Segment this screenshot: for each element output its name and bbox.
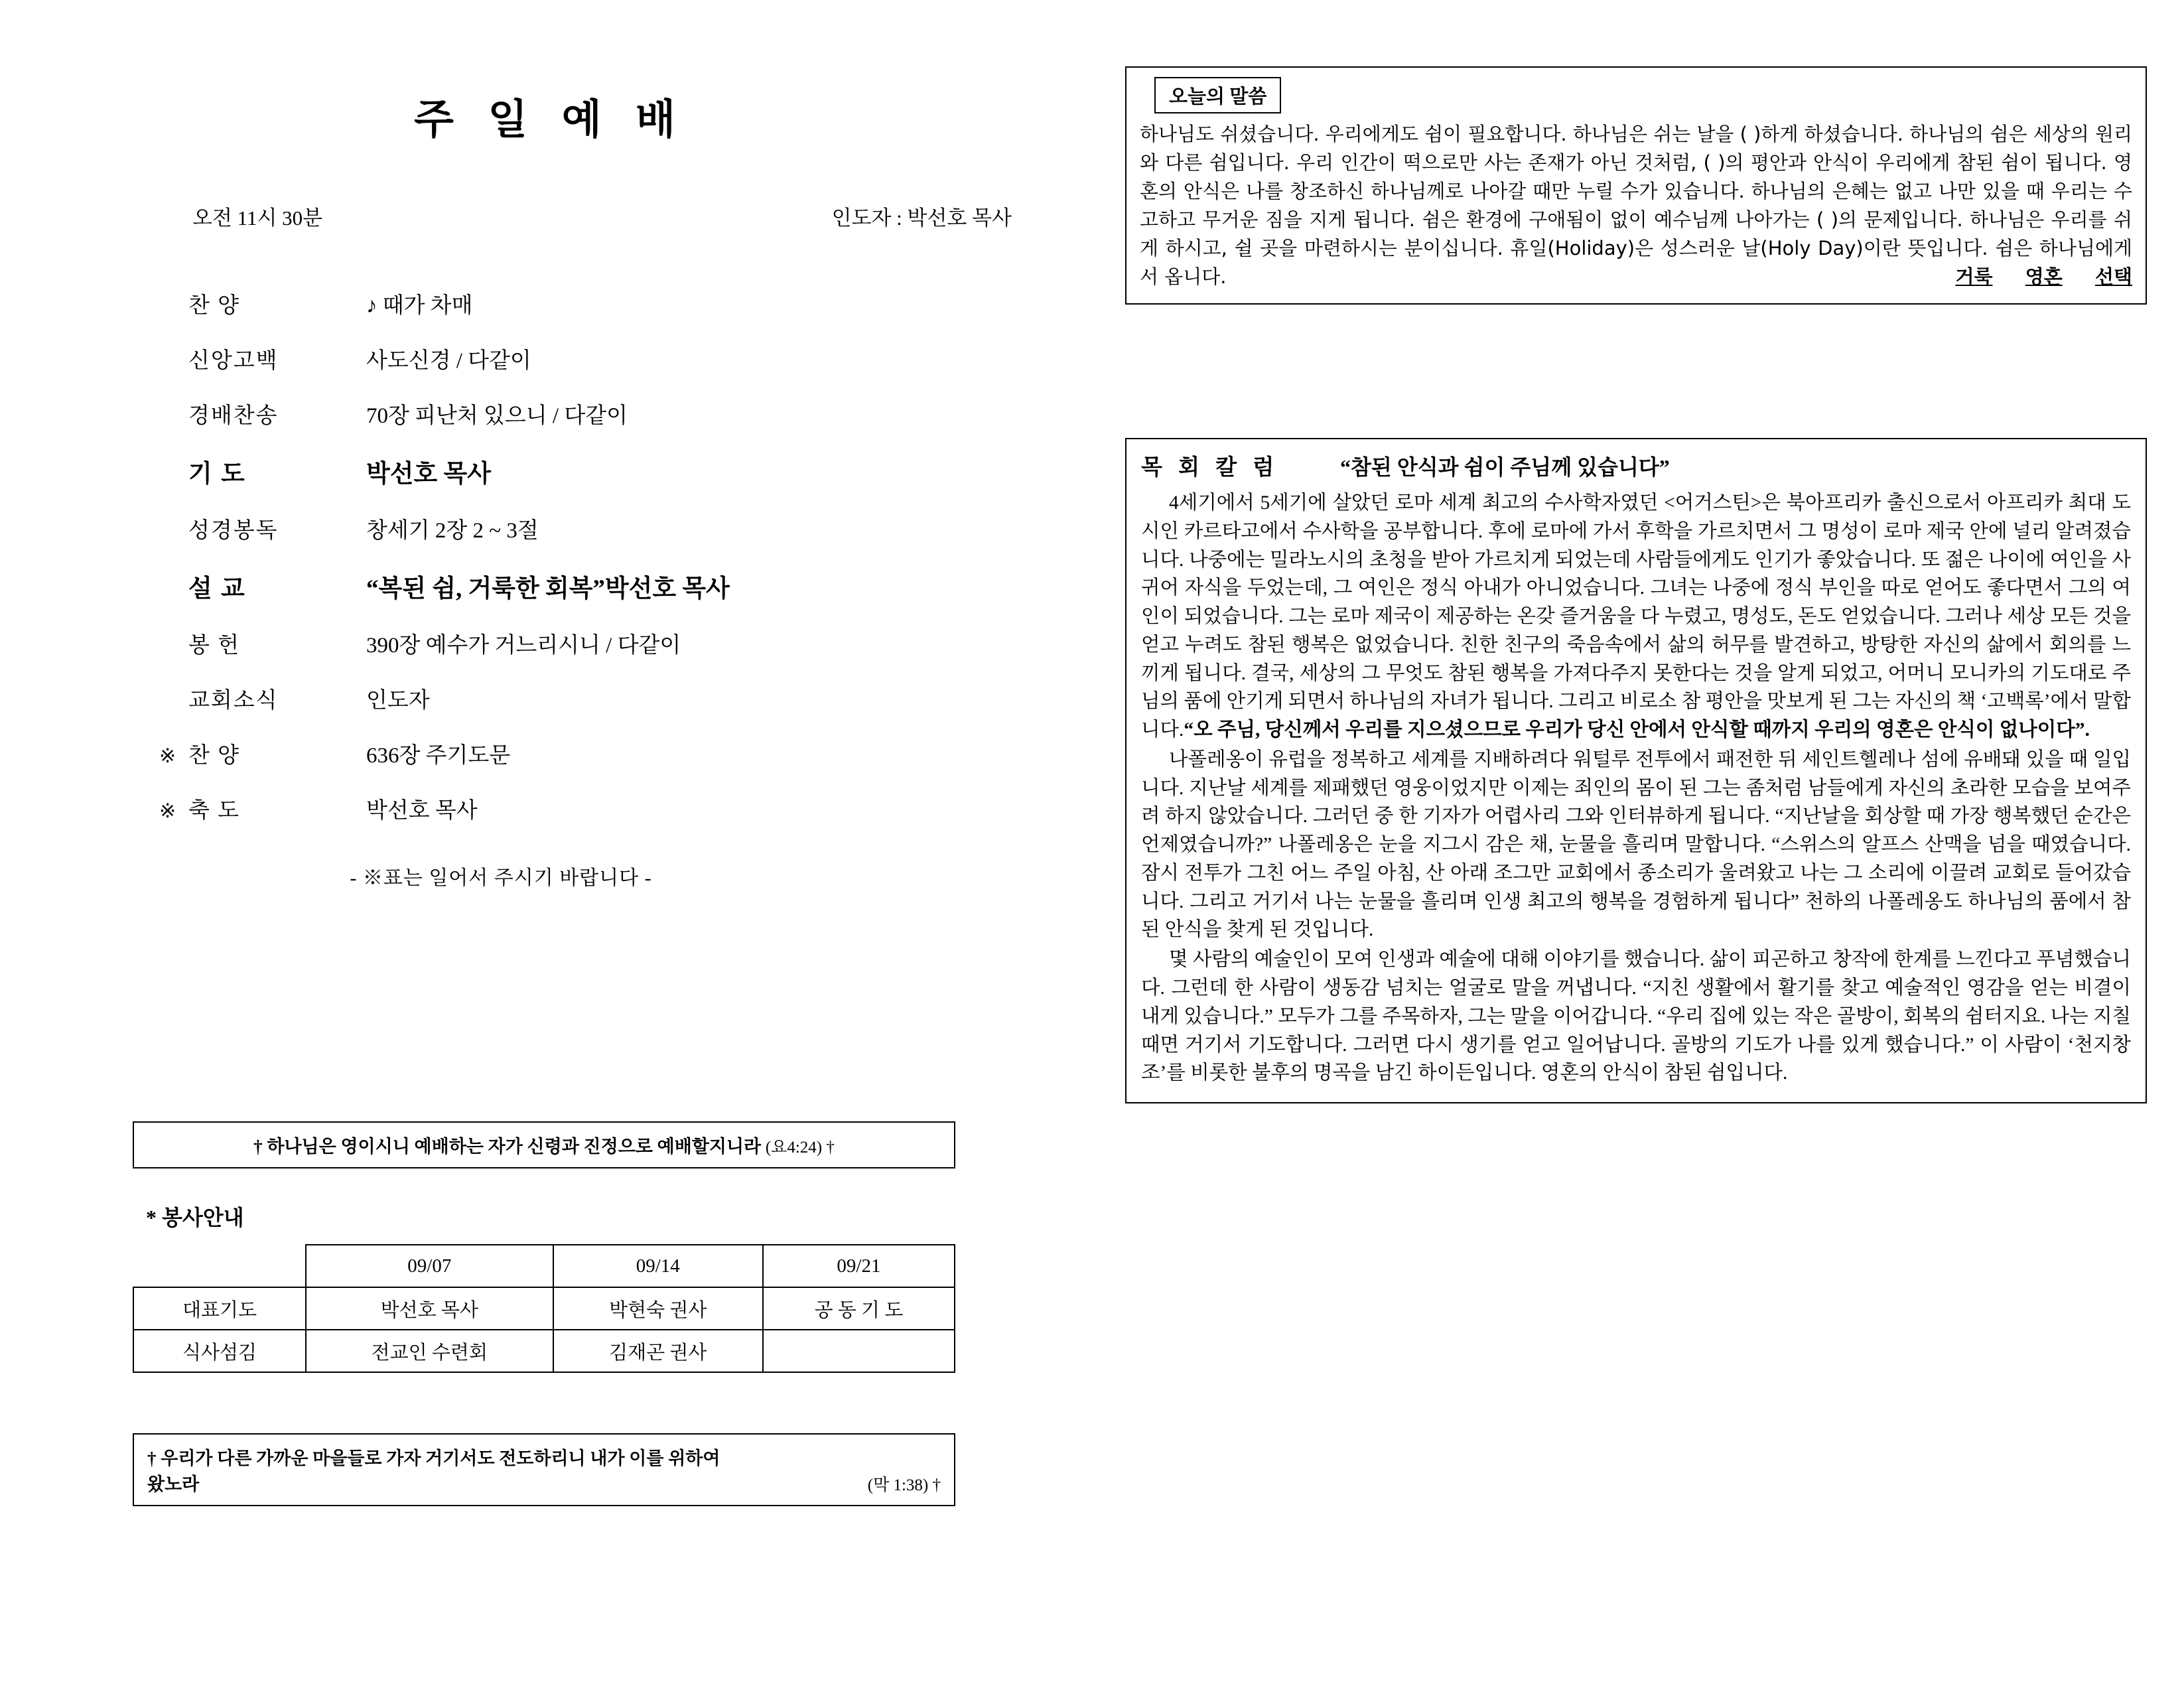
- order-label: 교회소식: [188, 689, 279, 713]
- order-of-worship: [0, 288, 1101, 824]
- order-value: ♪ 때가 차매: [366, 294, 473, 318]
- volunteer-section-title: * 봉사안내: [146, 1206, 244, 1230]
- order-value: 창세기 2장 2 ~ 3절: [366, 519, 539, 543]
- column-paragraph: 나폴레옹이 유럽을 정복하고 세계를 지배하려다 워털루 전투에서 패전한 뒤 세인트헬레나 섬에 유배돼 있을 때 일입니다. 지난날 세계를 제패했던 영웅이었지만 이제는 죄인의 몸이 된 그는 좀처럼 남들에게 자신의 초라한 모습을 보여주려 하지 않았습니다. 그러던 중 한 기자가 어렵사리 그와 인터뷰하게 됩니다. “지난날을 회상할 때 가장 행복했던 순간은 언제였습니까?” 나폴레옹은 눈을 지그시 감은 채, 눈물을 흘리며 말합니다. “스위스의 알프스 산맥을 넘을 때였습니다. 잠시 전투가 그친 어느 주일 아침, 산 아래 조그만 교회에서 종소리가 울려왔고 나는 그 소리에 이끌려 교회로 들어갔습니다. 그리고 거기서 나는 눈물을 흘리며 인생 최고의 행복을 경험하게 됩니다” 천하의 나폴레옹도 하나님의 품에서 참된 안식을 찾게 된 것입니다.: [1141, 748, 2132, 941]
- right-column: [1101, 0, 2184, 1692]
- order-label: 찬 양: [188, 294, 241, 318]
- table-cell: 박선호 목사: [306, 1287, 553, 1330]
- pastoral-column-header: [1141, 450, 2131, 481]
- table-header-cell: 09/07: [306, 1245, 553, 1287]
- scripture-line-1: † 우리가 다른 가까운 마을들로 가자 거기서도 전도하리니 내가 이를 위하여: [147, 1448, 720, 1468]
- order-value: 636장 주기도문: [366, 744, 511, 768]
- pastoral-column-box: [1125, 438, 2147, 1103]
- order-label: 축 도: [188, 799, 241, 823]
- scripture-reference: (요4:24) †: [765, 1139, 835, 1157]
- order-row: [188, 453, 1101, 489]
- order-value: 인도자: [366, 689, 430, 713]
- todays-word-box: [1125, 66, 2147, 305]
- pastoral-column-subtitle: “참된 안식과 쉼이 주님께 있습니다”: [1340, 455, 1670, 479]
- todays-word-tag: 오늘의 말씀: [1154, 77, 1281, 113]
- keyword-3: 선택: [2094, 266, 2132, 288]
- table-row: [133, 1330, 955, 1372]
- todays-word-body: [1140, 120, 2132, 291]
- table-header-cell: 09/14: [553, 1245, 763, 1287]
- standing-note: - ※표는 일어서 주시기 바랍니다 -: [350, 867, 652, 889]
- order-row: [159, 793, 1101, 824]
- scripture-text: † 하나님은 영이시니 예배하는 자가 신령과 진정으로 예배할지니라: [253, 1137, 762, 1157]
- keyword-2: 영혼: [2025, 266, 2063, 288]
- order-label: 설 교: [188, 575, 246, 602]
- service-time: 오전 11시 30분: [192, 206, 323, 230]
- order-label: 신앙고백: [188, 349, 279, 373]
- table-cell: 김재곤 권사: [553, 1330, 763, 1372]
- table-corner-cell: [133, 1245, 306, 1287]
- scripture-line-2: 왔노라: [147, 1474, 200, 1494]
- column-paragraph: 몇 사람의 예술인이 모여 인생과 예술에 대해 이야기를 했습니다. 삶이 피곤하고 창작에 한계를 느낀다고 푸념했습니다. 그런데 한 사람이 생동감 넘치는 얼굴로 말을 꺼냅니다. “지친 생활에서 활기를 찾고 예술적인 영감을 얻는 비결이 내게 있습니다.” 모두가 그를 주목하자, 그는 말을 이어갑니다. “우리 집에 있는 작은 골방이, 회복의 쉼터지요. 나는 지칠 때면 거기서 기도합니다. 그러면 다시 생기를 얻고 일어납니다. 골방의 기도가 나를 있게 했습니다.” 이 사람이 ‘천지창조’를 비롯한 불후의 명곡을 남긴 하이든입니다. 영혼의 안식이 참된 쉼입니다.: [1141, 949, 2131, 1084]
- order-value: 사도신경 / 다같이: [366, 349, 531, 373]
- scripture-reference: (막 1:38) †: [867, 1476, 941, 1494]
- volunteer-table: [133, 1244, 955, 1373]
- scripture-box-top: [133, 1121, 955, 1168]
- order-row: [188, 568, 1101, 604]
- order-label: 기 도: [188, 460, 246, 488]
- order-value: “복된 쉼, 거룩한 회복”박선호 목사: [366, 575, 730, 602]
- order-label: 성경봉독: [188, 519, 279, 543]
- service-info-row: [192, 201, 1012, 231]
- column-paragraph: [1141, 489, 2131, 744]
- order-row: [188, 398, 1101, 429]
- order-mark: ※: [159, 745, 176, 767]
- order-label: 봉 헌: [188, 634, 241, 658]
- order-row: [188, 683, 1101, 714]
- table-cell: 박현숙 권사: [553, 1287, 763, 1330]
- todays-word-keywords: [1929, 263, 2132, 292]
- column-paragraph-text: 4세기에서 5세기에 살았던 로마 세계 최고의 수사학자였던 <어거스틴>은 북아프리카 출신으로서 아프리카 최대 도시인 카르타고에서 수사학을 공부합니다. 후에 로마에 가서 후학을 가르치면서 그 명성이 로마 제국 안에 널리 알려졌습니다. 나중에는 밀라노시의 초청을 받아 가르치게 되었는데 사람들에게도 인기가 좋았습니다. 또 젊은 나이에 여인을 사귀어 자식을 두었는데, 그 여인은 정식 아내가 아니었습니다. 그녀는 나중에 정식 부인을 따로 얻어도 좋다면서 그의 여인이 되었습니다. 그는 로마 제국이 제공하는 온갖 즐거움을 다 누렸고, 명성도, 돈도 얻었습니다. 그러나 세상 모든 것을 얻고 누려도 참된 행복은 없었습니다. 친한 친구의 죽음속에서 삶의 허무를 발견하고, 방탕한 자신의 삶에서 회의를 느끼게 됩니다. 결국, 세상의 그 무엇도 참된 행복을 가져다주지 못한다는 것을 알게 되었고, 어머니 모니카의 기도대로 주님의 품에 안기게 되면서 하나님의 자녀가 됩니다. 그리고 비로소 참 평안을 맛보게 된 그는 자신의 책 ‘고백록’에서 말합니다.: [1141, 492, 2132, 741]
- pastoral-column-body: [1141, 489, 2131, 1088]
- table-row: [133, 1287, 955, 1330]
- order-value: 70장 피난처 있으니 / 다같이: [366, 404, 628, 428]
- column-quote: “오 주님, 당신께서 우리를 지으셨으므로 우리가 당신 안에서 안식할 때까지 우리의 영혼은 안식이 없나이다”.: [1184, 719, 2090, 741]
- order-value: 390장 예수가 거느리시니 / 다같이: [366, 634, 681, 658]
- order-row: [159, 738, 1101, 769]
- order-label: 찬 양: [188, 744, 241, 768]
- order-value: 박선호 목사: [366, 460, 491, 488]
- order-row: [188, 628, 1101, 659]
- table-cell: 전교인 수련회: [306, 1330, 553, 1372]
- table-header-cell: 09/21: [763, 1245, 955, 1287]
- order-row: [188, 343, 1101, 374]
- table-header-row: [133, 1245, 955, 1287]
- order-mark: ※: [159, 800, 176, 822]
- service-leader: 인도자 : 박선호 목사: [831, 206, 1012, 230]
- order-row: [188, 288, 1101, 319]
- todays-word-text: 하나님도 쉬셨습니다. 우리에게도 쉼이 필요합니다. 하나님은 쉬는 날을 ( )하게 하셨습니다. 하나님의 쉼은 세상의 원리와 다른 쉼입니다. 우리 인간이 떡으로만 사는 존재가 아닌 것처럼, ( )의 평안과 안식이 우리에게 참된 쉼이 됩니다. 영혼의 안식은 나를 창조하신 하나님께로 나아갈 때만 누릴 수가 있습니다. 하나님의 은혜는 없고 나만 있을 때 우리는 수고하고 무거운 짐을 지게 됩니다. 쉼은 환경에 구애됨이 없이 예수님께 나아가는 ( )의 문제입니다. 하나님은 우리를 쉬게 하시고, 쉴 곳을 마련하시는 분이십니다. 휴일(Holiday)은 성스러운 날(Holy Day)이란 뜻입니다. 쉼은 하나님에게서 옵니다.: [1140, 123, 2132, 288]
- order-value: 박선호 목사: [366, 799, 478, 823]
- order-label: 경배찬송: [188, 404, 279, 428]
- page-title: 주 일 예 배: [413, 98, 688, 143]
- scripture-box-bottom: [133, 1433, 955, 1506]
- order-row: [188, 513, 1101, 544]
- table-row-label: 대표기도: [133, 1287, 306, 1330]
- pastoral-column-title: 목 회 칼 럼: [1141, 456, 1280, 480]
- table-cell: 공 동 기 도: [763, 1287, 955, 1330]
- table-row-label: 식사섬김: [133, 1330, 306, 1372]
- table-cell: [763, 1330, 955, 1372]
- keyword-1: 거룩: [1955, 266, 1993, 288]
